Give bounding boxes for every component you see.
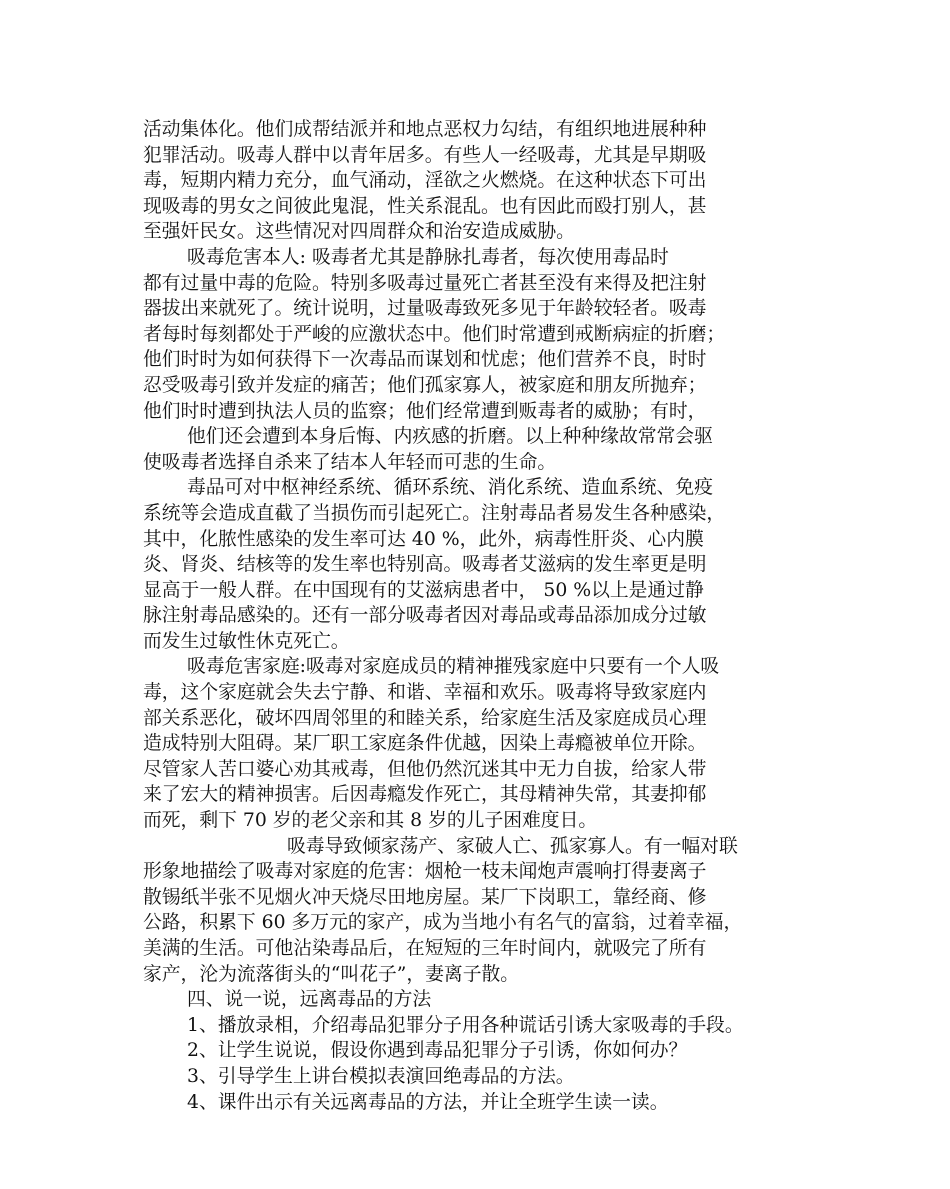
text-line: 散锡纸半张不见烟火冲天烧尽田地房屋。某厂下岗职工，靠经商、修 [143, 886, 707, 908]
text-line: 器拔出来就死了。统计说明，过量吸毒致死多见于年龄较轻者。吸毒 [143, 298, 707, 320]
text-line: 毒，短期内精力充分，血气涌动，淫欲之火燃烧。在这种状态下可出 [143, 170, 707, 192]
text-line: 炎、肾炎、结核等的发生率也特别高。吸毒者艾滋病的发生率更是明 [143, 554, 707, 576]
text-line: 他们时时遭到执法人员的监察；他们经常遭到贩毒者的威胁；有时， [143, 400, 707, 422]
text-line: 部关系恶化，破坏四周邻里的和睦关系，给家庭生活及家庭成员心理 [143, 707, 707, 729]
text-line: 来了宏大的精神损害。后因毒瘾发作死亡，其母精神失常，其妻抑郁 [143, 784, 707, 806]
text-line: 至强奸民女。这些情况对四周群众和治安造成威胁。 [143, 221, 575, 243]
text-line: 现吸毒的男女之间彼此鬼混，性关系混乱。也有因此而殴打别人，甚 [143, 195, 707, 217]
text-line: 忍受吸毒引致并发症的痛苦；他们孤家寡人，被家庭和朋友所抛弃； [143, 374, 707, 396]
text-line: 活动集体化。他们成帮结派并和地点恶权力勾结，有组织地进展种种 [143, 119, 707, 140]
text-line: 毒品可对中枢神经系统、循环系统、消化系统、造血系统、免疫 [187, 477, 713, 499]
document-page [143, 117, 833, 1115]
text-line: 造成特别大阻碍。某厂职工家庭条件优越，因染上毒瘾被单位开除。 [143, 733, 707, 755]
text-line: 1、播放录相，介绍毒品犯罪分子用各种谎话引诱大家吸毒的手段。 [187, 1014, 744, 1036]
text-line: 美满的生活。可他沾染毒品后，在短短的三年时间内，就吸完了所有 [143, 938, 707, 959]
text-line: 公路，积累下 60 多万元的家产，成为当地小有名气的富翁，过着幸福， [143, 912, 743, 934]
text-line: 吸毒危害家庭:吸毒对家庭成员的精神摧残家庭中只要有一个人吸 [187, 656, 720, 678]
text-line: 脉注射毒品感染的。还有一部分吸毒者因对毒品或毒品添加成分过敏 [143, 605, 707, 627]
text-line: 吸毒导致倾家荡产、家破人亡、孤家寡人。有一幅对联 [287, 835, 738, 857]
text-line: 家产，沦为流落街头的“叫花子”，妻离子散。 [143, 963, 520, 985]
text-line: 形象地描绘了吸毒对家庭的危害：烟枪一枝未闻炮声震响打得妻离子 [143, 861, 707, 883]
text-line: 而发生过敏性休克死亡。 [143, 630, 350, 652]
text-line: 他们还会遭到本身后悔、内疚感的折磨。以上种种缘故常常会驱 [187, 426, 713, 448]
text-line: 毒，这个家庭就会失去宁静、和谐、幸福和欢乐。吸毒将导致家庭内 [143, 682, 707, 704]
text-line: 都有过量中毒的危险。特别多吸毒过量死亡者甚至没有来得及把注射 [143, 272, 707, 294]
text-line: 吸毒危害本人: 吸毒者尤其是静脉扎毒者，每次使用毒品时 [187, 246, 669, 268]
text-line: 尽管家人苦口婆心劝其戒毒，但他仍然沉迷其中无力自拔，给家人带 [143, 758, 707, 780]
text-line: 而死，剩下 70 岁的老父亲和其 8 岁的儿子困难度日。 [143, 810, 598, 832]
text-line: 四、说一说，远离毒品的方法 [187, 989, 432, 1011]
text-line: 2、让学生说说，假设你遇到毒品犯罪分子引诱，你如何办？ [187, 1040, 688, 1062]
text-line: 他们时时为如何获得下一次毒品而谋划和忧虑；他们营养不良，时时 [143, 349, 707, 371]
text-line: 使吸毒者选择自杀来了结本人年轻而可悲的生命。 [143, 451, 557, 473]
text-line: 犯罪活动。吸毒人群中以青年居多。有些人一经吸毒，尤其是早期吸 [143, 144, 707, 166]
text-line: 3、引导学生上讲台模拟表演回绝毒品的方法。 [187, 1065, 575, 1087]
text-line: 系统等会造成直截了当损伤而引起死亡。注射毒品者易发生各种感染， [143, 502, 726, 524]
text-line: 者每时每刻都处于严峻的应激状态中。他们时常遭到戒断病症的折磨； [143, 323, 726, 345]
text-line: 4、课件出示有关远离毒品的方法，并让全班学生读一读。 [187, 1091, 669, 1113]
text-line: 其中，化脓性感染的发生率可达 40 %，此外，病毒性肝炎、心内膜 [143, 528, 704, 550]
text-line: 显高于一般人群。在中国现有的艾滋病患者中， 50 %以上是通过静 [143, 579, 704, 601]
